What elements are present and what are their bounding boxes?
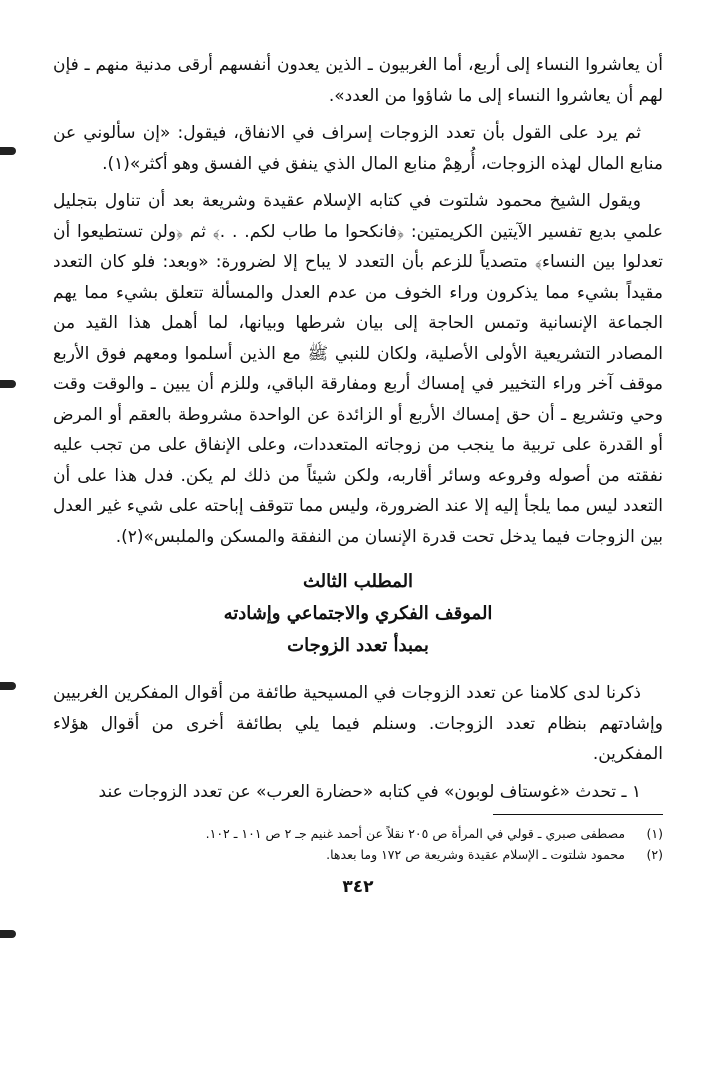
footnote-divider bbox=[493, 814, 663, 815]
footnote-number: (٢) bbox=[646, 847, 663, 862]
footnote-text: محمود شلتوت ـ الإسلام عقيدة وشريعة ص ١٧٢ وما بعدها. bbox=[326, 847, 626, 862]
footnote-number: (١) bbox=[646, 826, 663, 841]
body-paragraph: ١ ـ تحدث «غوستاف لوبون» في كتابه «حضارة العرب» عن تعدد الزوجات عند bbox=[98, 781, 641, 802]
footnote-text: مصطفى صبري ـ قولي في المرأة ص ٢٠٥ نقلاً عن أحمد غنيم جـ ٢ ص ١٠١ ـ ١٠٢. bbox=[205, 826, 626, 841]
body-paragraph: أن يعاشروا النساء إلى أربع، أما الغربيون ـ الذين يعدون أنفسهم أرقى مدنية منهم ـ فإن لهم أن يعاشروا النساء إلى ما شاؤوا من العدد». bbox=[53, 55, 663, 106]
body-paragraph: ويقول الشيخ محمود شلتوت في كتابه الإسلام عقيدة وشريعة بعد أن تناول بتجليل علمي بديع تفسير الآيتين الكريمتين: ﴿فانكحوا ما طاب لكم. . .﴾ ثم ﴿ولن تستطيعوا أن تعدلوا بين النساء﴾ متصدياً للزعم بأن التعدد لا يباح إلا لضرورة: «وبعد: فلو كان التعدد مقيداً بشيء مما يذكرون وراء الخوف من عدم العدل والمسألة تتعلق بشيء مما يهم الجماعة الإنسانية وتمس الحاجة إلى بيان شرطها وبيانها، لما أهمل هذا القيد من المصادر التشريعية الأولى الأصلية، ولكان للنبي ﷺ مع الذين أسلموا ومعهم فوق الأربع موقف آخر وراء التخيير في إمساك أربع ومفارقة الباقي، وللزم أن يبين ـ والوقت وقت وحي وتشريع ـ أن حق إمساك الأربع أو الزائدة عن الواحدة مشروطة بالعقم أو المرض أو القدرة على تربية ما ينجب من زوجاته المتعددات، وعلى الإنفاق على من تجب عليه نفقته من أصوله وفروعه وسائر أقاربه، ولكن شيئاً من ذلك لم يكن. فدل هذا على أن التعدد ليس مما يلجأ إليه إلا عند الضرورة، وليس مما تتوقف إباحته على شيء غير العدل بين الزوجات فيما يدخل تحت قدرة الإنسان من النفقة والمسكن والملبس»(٢). bbox=[53, 191, 663, 547]
body-paragraph: ثم يرد على القول بأن تعدد الزوجات إسراف في الانفاق، فيقول: «إن سألوني عن منابع المال لهذه الزوجات، أُرهِمْ منابع المال الذي ينفق في الفسق وهو أكثر»(١). bbox=[53, 123, 663, 174]
margin-mark bbox=[0, 147, 16, 155]
footnote bbox=[53, 844, 663, 865]
section-subtitle: بمبدأ تعدد الزوجات bbox=[287, 635, 429, 656]
document-page bbox=[53, 50, 663, 897]
margin-mark bbox=[0, 682, 16, 690]
margin-mark bbox=[0, 930, 16, 938]
section-title: المطلب الثالث bbox=[302, 571, 414, 592]
page-number: ٣٤٢ bbox=[342, 877, 374, 897]
margin-mark bbox=[0, 380, 16, 388]
footnote bbox=[53, 823, 663, 844]
body-paragraph: ذكرنا لدى كلامنا عن تعدد الزوجات في المسيحية طائفة من أقوال المفكرين الغربيين وإشادتهم بنظام تعدد الزوجات. وسنلم فيما يلي بطائفة أخرى من أقوال هؤلاء المفكرين. bbox=[53, 683, 663, 764]
section-subtitle: الموقف الفكري والاجتماعي وإشادته bbox=[223, 603, 493, 624]
section-heading-block bbox=[53, 566, 663, 662]
